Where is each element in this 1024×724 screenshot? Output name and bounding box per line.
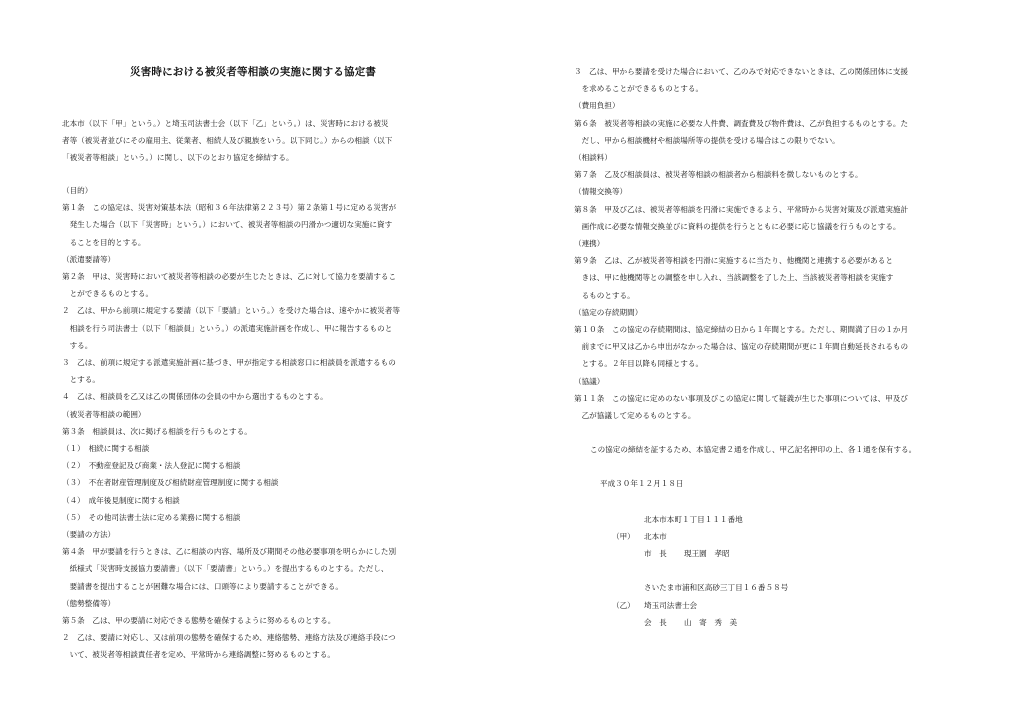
text-line: 第６条 被災者等相談の実施に必要な人件費、調査費及び物件費は、乙が負担するものとする。た: [574, 118, 909, 128]
text-line: いて、被災者等相談責任者を定め、平常時から連絡調整に努めるものとする。: [62, 650, 335, 660]
text-line: 紙様式「災害時支援協力要請書」（以下「要請書」という。）を提出するものとする。ただし、: [62, 564, 389, 574]
text-line: ２ 乙は、要請に対応し、又は前項の態勢を確保するため、連絡態勢、連絡方法及び連絡手段につ: [62, 633, 396, 643]
text-line: （目的）: [62, 186, 93, 195]
text-line: （相談料）: [574, 153, 612, 162]
text-line: だし、甲から相談機材や相談場所等の提供を受ける場合はこの限りでない。: [574, 135, 840, 145]
text-line: を求めることができるものとする。: [574, 84, 704, 94]
agreement-date: 平成３０年１２月１８日: [600, 479, 684, 488]
text-line: （派遣要請等）: [62, 254, 116, 264]
text-line: 画作成に必要な情報交換並びに資料の提供を行うとともに必要に応じ協議を行うものとする。: [574, 221, 901, 231]
text-line: 前までに甲又は乙から申出がなかった場合は、協定の存続期間が更に１年間自動延長されるもの: [574, 342, 909, 352]
text-line: るものとする。: [574, 290, 635, 300]
party-b-name: 山 寄 秀 美: [684, 618, 738, 627]
text-line: 第７条 乙及び相談員は、被災者等相談の相談者から相談料を徴しないものとする。: [574, 170, 863, 180]
text-line: 第３条 相談員は、次に掲げる相談を行うものとする。: [62, 426, 252, 436]
text-line: 第１１条 この協定に定めのない事項及びこの協定に関して疑義が生じた事項については、甲及び: [574, 393, 908, 403]
text-line: 第８条 甲及び乙は、被災者等相談を円滑に実施できるよう、平常時から災害対策及び派遣実施計: [574, 204, 909, 214]
text-line: （被災者等相談の範囲）: [62, 409, 146, 419]
text-line: とする。２年目以降も同様とする。: [574, 359, 704, 369]
text-line: ることを目的とする。: [62, 237, 146, 247]
party-b-role: 会 長: [644, 618, 667, 627]
text-line: （情報交換等）: [574, 187, 628, 197]
text-line: ３ 乙は、甲から要請を受けた場合において、乙のみで対応できないときは、乙の関係団体に支援: [574, 67, 908, 76]
text-line: （連携）: [574, 239, 605, 248]
text-line: する。: [62, 340, 93, 350]
text-line: 第９条 乙は、乙が被災者等相談を円滑に実施するに当たり、他機関と連携する必要があると: [574, 256, 893, 266]
text-line: 第１０条 この協定の存続期間は、協定締結の日から１年間とする。ただし、期間満了日の１か月: [574, 325, 909, 334]
text-line: ３ 乙は、前項に規定する派遣実施計画に基づき、甲が指定する相談窓口に相談員を派遣するもの: [62, 358, 396, 367]
party-b-address: さいたま市浦和区高砂三丁目１６番５８号: [644, 583, 789, 592]
text-line: 「被災者等相談」という。）に関し、以下のとおり協定を締結する。: [62, 153, 294, 163]
party-b-org: 埼玉司法書士会: [644, 601, 698, 610]
text-line: 北本市（以下「甲」という。）と埼玉司法書士会（以下「乙」という。）は、災害時における被災: [62, 119, 389, 128]
text-line: （４） 成年後見制度に関する相談: [62, 495, 180, 505]
text-line: 要請書を提出することが困難な場合には、口頭等により要請することができる。: [62, 581, 343, 591]
closing-statement: この協定の締結を証するため、本協定書２通を作成し、甲乙記名押印の上、各１通を保有する。: [590, 445, 917, 454]
party-b-label: （乙）: [612, 601, 635, 610]
text-line: ２ 乙は、甲から前項に規定する要請（以下「要請」という。）を受けた場合は、速やかに被災者等: [62, 306, 400, 316]
text-line: （１） 相続に関する相談: [62, 444, 150, 453]
text-line: とする。: [62, 375, 100, 385]
text-line: 者等（被災者並びにその雇用主、従業者、相続人及び親族をいう。以下同じ。）からの相談（以下: [62, 136, 393, 146]
text-line: 相談を行う司法書士（以下「相談員」という。）の派遣実施計画を作成し、甲に報告するものと: [62, 323, 393, 333]
party-a-org: 北本市: [644, 532, 667, 541]
text-line: （３） 不在者財産管理制度及び相続財産管理制度に関する相談: [62, 478, 279, 488]
party-a-role: 市 長: [644, 549, 667, 558]
text-line: （協定の存続期間）: [574, 307, 643, 317]
text-line: とができるものとする。: [62, 289, 154, 299]
document-title: 災害時における被災者等相談の実施に関する協定書: [130, 66, 377, 78]
text-line: （要請の方法）: [62, 530, 116, 539]
text-line: きは、甲に他機関等との調整を申し入れ、当該調整を了した上、当該被災者等相談を実施す: [574, 273, 894, 283]
party-a-address: 北本市本町１丁目１１１番地: [644, 515, 743, 524]
text-line: ４ 乙は、相談員を乙又は乙の関係団体の会員の中から選出するものとする。: [62, 392, 328, 402]
party-a-name: 現王園 孝昭: [684, 549, 730, 558]
text-line: （５） その他司法書士法に定める業務に関する相談: [62, 512, 241, 522]
text-line: 第４条 甲が要請を行うときは、乙に相談の内容、場所及び期間その他必要事項を明らかにした別: [62, 547, 397, 557]
text-line: 第１条 この協定は、災害対策基本法（昭和３６年法律第２２３号）第２条第１号に定める災害が: [62, 203, 397, 213]
party-a-label: （甲）: [612, 532, 635, 541]
text-line: 発生した場合（以下「災害時」という。）において、被災者等相談の円滑かつ適切な実施に資す: [62, 220, 393, 230]
text-line: 第２条 甲は、災害時において被災者等相談の必要が生じたときは、乙に対して協力を要請するこ: [62, 272, 397, 281]
text-line: （２） 不動産登記及び商業・法人登記に関する相談: [62, 461, 241, 471]
text-line: 第５条 乙は、甲の要請に対応できる態勢を確保するように努めるものとする。: [62, 616, 336, 625]
text-line: 乙が協議して定めるものとする。: [574, 411, 696, 420]
text-line: （態勢整備等）: [62, 598, 116, 608]
text-line: （費用負担）: [574, 101, 620, 111]
text-line: （協議）: [574, 376, 605, 386]
